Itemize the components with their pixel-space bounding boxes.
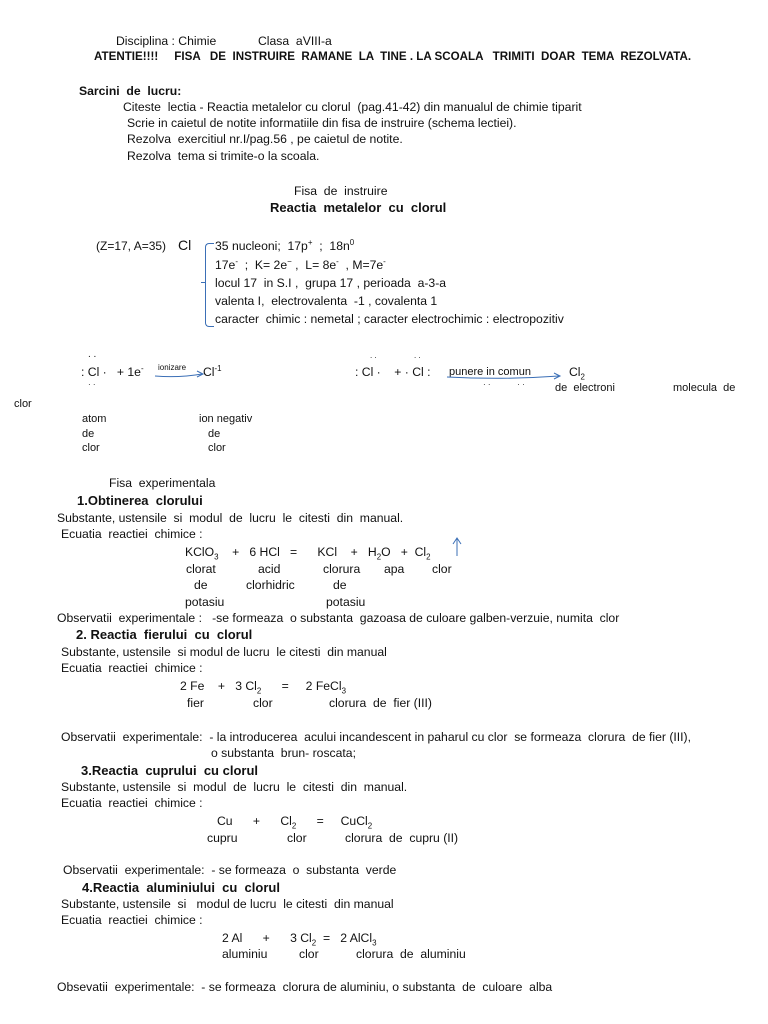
section-3-title: 3.Reactia cuprului cu clorul: [81, 763, 258, 778]
equation-4: 2 Al + 3 $Cl_2 = 2$ AlCl$_3$: [222, 931, 377, 948]
electron-dots: . .: [88, 349, 97, 360]
ion-label: de: [208, 428, 221, 440]
name-label: clorura de aluminiu: [356, 947, 466, 961]
ionization-arrow-label: ionizare: [158, 363, 187, 372]
atom-label: atom: [82, 413, 107, 425]
chlorine-line-1: 35 nucleoni; 17p+ ; $18n^0$: [215, 237, 355, 253]
section-2-title: 2. Reactia fierului cu clorul: [76, 627, 253, 642]
atom-label: de: [82, 428, 95, 440]
chloride-ion: $Cl^{-1}$: [203, 363, 222, 379]
equation-2: 2 Fe + 3 $Cl_2$ = 2 FeCl$_3$: [180, 679, 346, 696]
chlorine-symbol: Cl: [178, 237, 192, 253]
name-label: clor: [253, 696, 273, 710]
name-label: clorura: [323, 562, 361, 576]
name-label: clorat: [186, 562, 216, 576]
equation-1: KClO$_3$ + 6 HCl = KCl + $H_2O + Cl_2$: [185, 545, 431, 562]
section-4-line: Substante, ustensile si modul de lucru le citesti din manual: [61, 897, 394, 911]
task-item: Scrie in caietul de notite informatiile din fisa de instruire (schema lectiei).: [127, 116, 517, 130]
section-2-observations: Observatii experimentale: - la introducerea acului incandescent in paharul cu clor se formeaza clorura de fier (III),: [61, 730, 691, 744]
electron-dots: . .: [370, 351, 377, 360]
section-2-observations-cont: o substanta brun- roscata;: [211, 746, 356, 760]
chlorine-line-4: valenta I, electrovalenta -1 , covalenta 1: [215, 294, 438, 308]
sheet-title: Reactia metalelor cu clorul: [270, 200, 447, 215]
discipline-label: Disciplina : Chimie: [116, 34, 217, 48]
sheet-label: Fisa de instruire: [294, 184, 388, 198]
atom-label: clor: [82, 442, 100, 454]
name-label: clor: [299, 947, 319, 961]
name-label: fier: [187, 696, 204, 710]
molecule-label-cont: clor: [14, 398, 32, 410]
electron-dots: · ·: [88, 380, 96, 389]
brace-tip: [201, 282, 206, 283]
chlorine-line-5: caracter chimic : nemetal ; caracter electrochimic : electropozitiv: [215, 312, 564, 326]
ionization-left: : Cl · + 1e-: [81, 363, 144, 379]
name-label: clor: [287, 831, 307, 845]
name-label: clorura de fier (III): [329, 696, 432, 710]
section-2-line: Ecuatia reactiei chimice :: [61, 661, 203, 675]
covalent-arrow-label: punere in comun: [449, 366, 531, 378]
electron-dots: · · · ·: [483, 380, 525, 389]
experimental-title: Fisa experimentala: [109, 476, 216, 490]
name-label: clorura de cupru (II): [345, 831, 459, 845]
ion-label: clor: [208, 442, 226, 454]
name-label: clor: [432, 562, 452, 576]
electron-dots: . .: [414, 351, 421, 360]
warning-text: ATENTIE!!!! FISA DE INSTRUIRE RAMANE LA TINE . LA SCOALA TRIMITI DOAR TEMA REZOLVATA.: [94, 50, 692, 63]
section-1-title: 1.Obtinerea clorului: [77, 493, 203, 508]
name-label: de: [194, 578, 208, 592]
task-item: Rezolva tema si trimite-o la scoala.: [127, 149, 320, 163]
electrons-label: de electroni: [555, 382, 615, 394]
section-4-observations: Obsevatii experimentale: - se formeaza clorura de aluminiu, o substanta de culoare alba: [57, 980, 553, 994]
molecule-label: molecula de: [673, 382, 736, 394]
section-4-title: 4.Reactia aluminiului cu clorul: [82, 880, 280, 895]
chlorine-line-3: locul 17 in S.I , grupa 17 , perioada a-3-a: [215, 276, 447, 290]
name-label: apa: [384, 562, 405, 576]
name-label: potasiu: [185, 595, 225, 609]
section-3-line: Ecuatia reactiei chimice :: [61, 796, 203, 810]
chlorine-molecule: $Cl_2$: [569, 365, 585, 382]
name-label: acid: [258, 562, 281, 576]
section-1-line: Ecuatia reactiei chimice :: [61, 527, 203, 541]
section-1-observations: Observatii experimentale : -se formeaza o substanta gazoasa de culoare galben-verzuie, numita clor: [57, 611, 620, 625]
reaction-arrow-icon: [154, 370, 206, 380]
name-label: cupru: [207, 831, 238, 845]
gas-arrow-icon: [451, 537, 463, 557]
brace-icon: [205, 243, 214, 327]
chlorine-spec: (Z=17, A=35): [96, 239, 167, 253]
class-label: Clasa aVIII-a: [258, 34, 332, 48]
task-item: Rezolva exercitiul nr.I/pag.56 , pe caietul de notite.: [127, 132, 403, 146]
name-label: potasiu: [326, 595, 366, 609]
section-2-line: Substante, ustensile si modul de lucru le citesti din manual: [61, 645, 387, 659]
tasks-title: Sarcini de lucru:: [79, 84, 182, 98]
equation-3: Cu + $Cl_2$ = CuCl$_2$: [217, 814, 373, 831]
task-item: Citeste lectia - Reactia metalelor cu clorul (pag.41-42) din manualul de chimie tiparit: [123, 100, 582, 114]
section-3-line: Substante, ustensile si modul de lucru le citesti din manual.: [61, 780, 408, 794]
section-4-line: Ecuatia reactiei chimice :: [61, 913, 203, 927]
name-label: clorhidric: [246, 578, 295, 592]
name-label: aluminiu: [222, 947, 268, 961]
covalent-left: : Cl · + · Cl :: [355, 365, 431, 379]
name-label: de: [333, 578, 347, 592]
section-3-observations: Observatii experimentale: - se formeaza o substanta verde: [63, 863, 397, 877]
ion-label: ion negativ: [199, 413, 253, 425]
chlorine-line-2: 17e- ; K= 2e− , L= 8e- , M=7e-: [215, 256, 386, 272]
section-1-line: Substante, ustensile si modul de lucru le citesti din manual.: [57, 511, 404, 525]
